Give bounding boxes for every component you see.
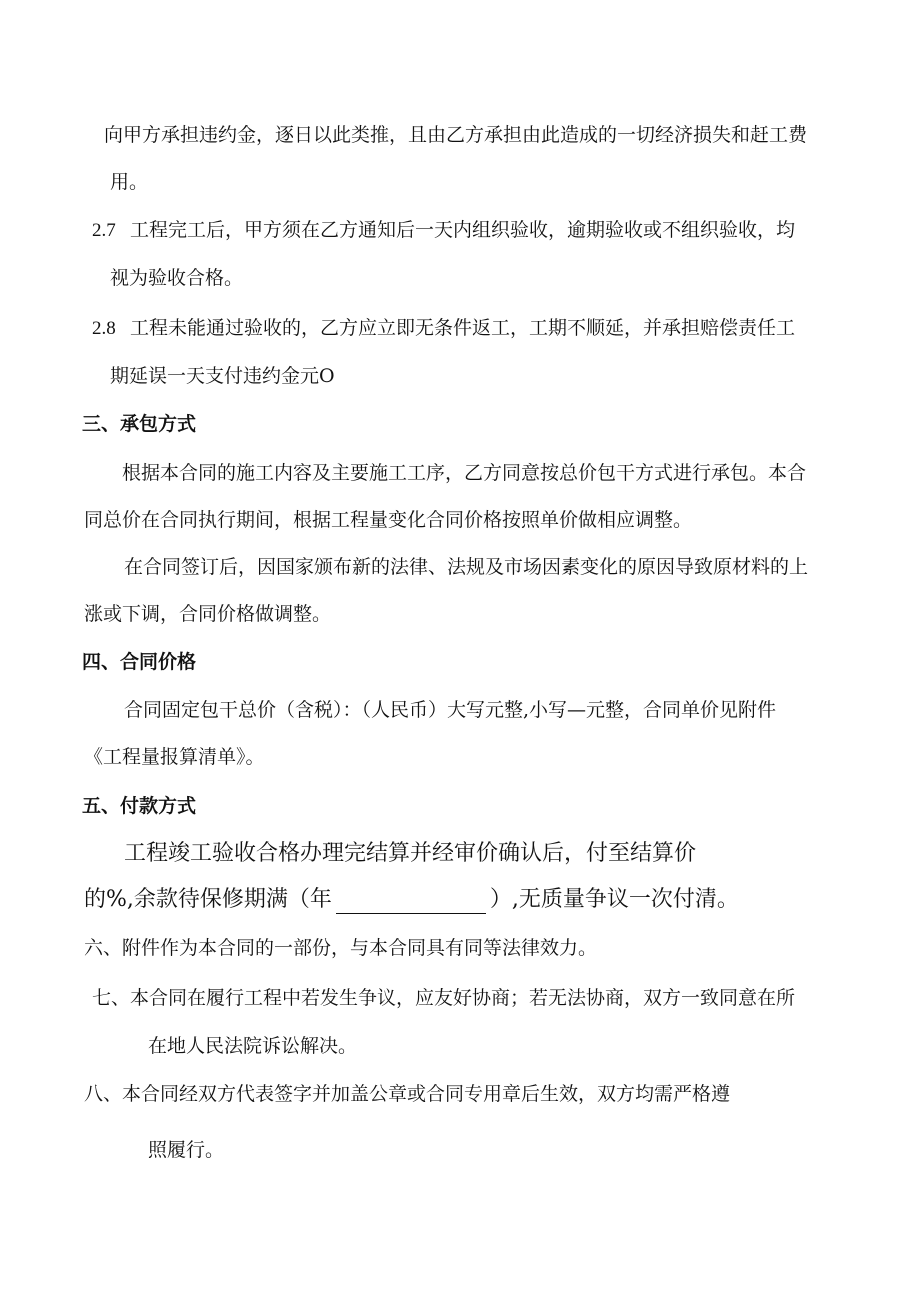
clause-2-8-text: 工程未能通过验收的，乙方应立即无条件返工，工期不顺延，并承担赔偿责任工 [130, 317, 796, 339]
clause-2-6-line-2: 用。 [110, 171, 149, 193]
section-5-line-2-after: ）,无质量争议一次付清。 [489, 887, 739, 912]
section-5-line-1: 工程竣工验收合格办理完结算并经审价确认后，付至结算价 [124, 841, 697, 866]
section-7-line-2: 在地人民法院诉讼解决。 [148, 1035, 358, 1057]
section-8-line-1: 八、本合同经双方代表签字并加盖公章或合同专用章后生效，双方均需严格遵 [84, 1083, 731, 1105]
warranty-years-blank [336, 891, 486, 914]
clause-2-8-line-1 [92, 316, 795, 341]
section-3-para-2-line-1: 在合同签订后，因国家颁布新的法律、法规及市场因素变化的原因导致原材料的上 [124, 556, 809, 578]
section-3-heading: 三、承包方式 [82, 413, 197, 435]
clause-2-8-number: 2.8 [92, 318, 116, 339]
clause-2-7-text: 工程完工后，甲方须在乙方通知后一天内组织验收，逾期验收或不组织验收，均 [130, 219, 796, 241]
section-3-para-2-line-2: 涨或下调，合同价格做调整。 [84, 603, 332, 625]
clause-2-7-line-2: 视为验收合格。 [110, 267, 244, 289]
section-4-heading: 四、合同价格 [82, 651, 197, 673]
clause-2-8-line-2: 期延误一天支付违约金元O [110, 365, 335, 387]
clause-2-6-line-1: 向甲方承担违约金，逐日以此类推，且由乙方承担由此造成的一切经济损失和赶工费 [104, 124, 808, 146]
section-5-line-2 [84, 886, 739, 914]
section-3-para-1-line-1: 根据本合同的施工内容及主要施工工序，乙方同意按总价包干方式进行承包。本合 [122, 462, 807, 484]
section-4-line-1: 合同固定包干总价（含税）：（人民币）大写元整,小写—元整，合同单价见附件 [124, 699, 777, 721]
section-3-para-1-line-2: 同总价在合同执行期间，根据工程量变化合同价格按照单价做相应调整。 [84, 509, 693, 531]
section-4-line-2: 《工程量报算清单》。 [84, 746, 265, 768]
section-5-line-2-before: 的%,余款待保修期满（年 [84, 887, 332, 912]
section-7-line-1: 七、本合同在履行工程中若发生争议，应友好协商；若无法协商，双方一致同意在所 [92, 987, 796, 1009]
clause-2-7-line-1 [92, 218, 795, 243]
section-6-text: 六、附件作为本合同的一部份，与本合同具有同等法律效力。 [84, 937, 598, 959]
section-5-heading: 五、付款方式 [82, 795, 197, 817]
section-8-line-2: 照履行。 [148, 1139, 225, 1161]
clause-2-7-number: 2.7 [92, 220, 116, 241]
